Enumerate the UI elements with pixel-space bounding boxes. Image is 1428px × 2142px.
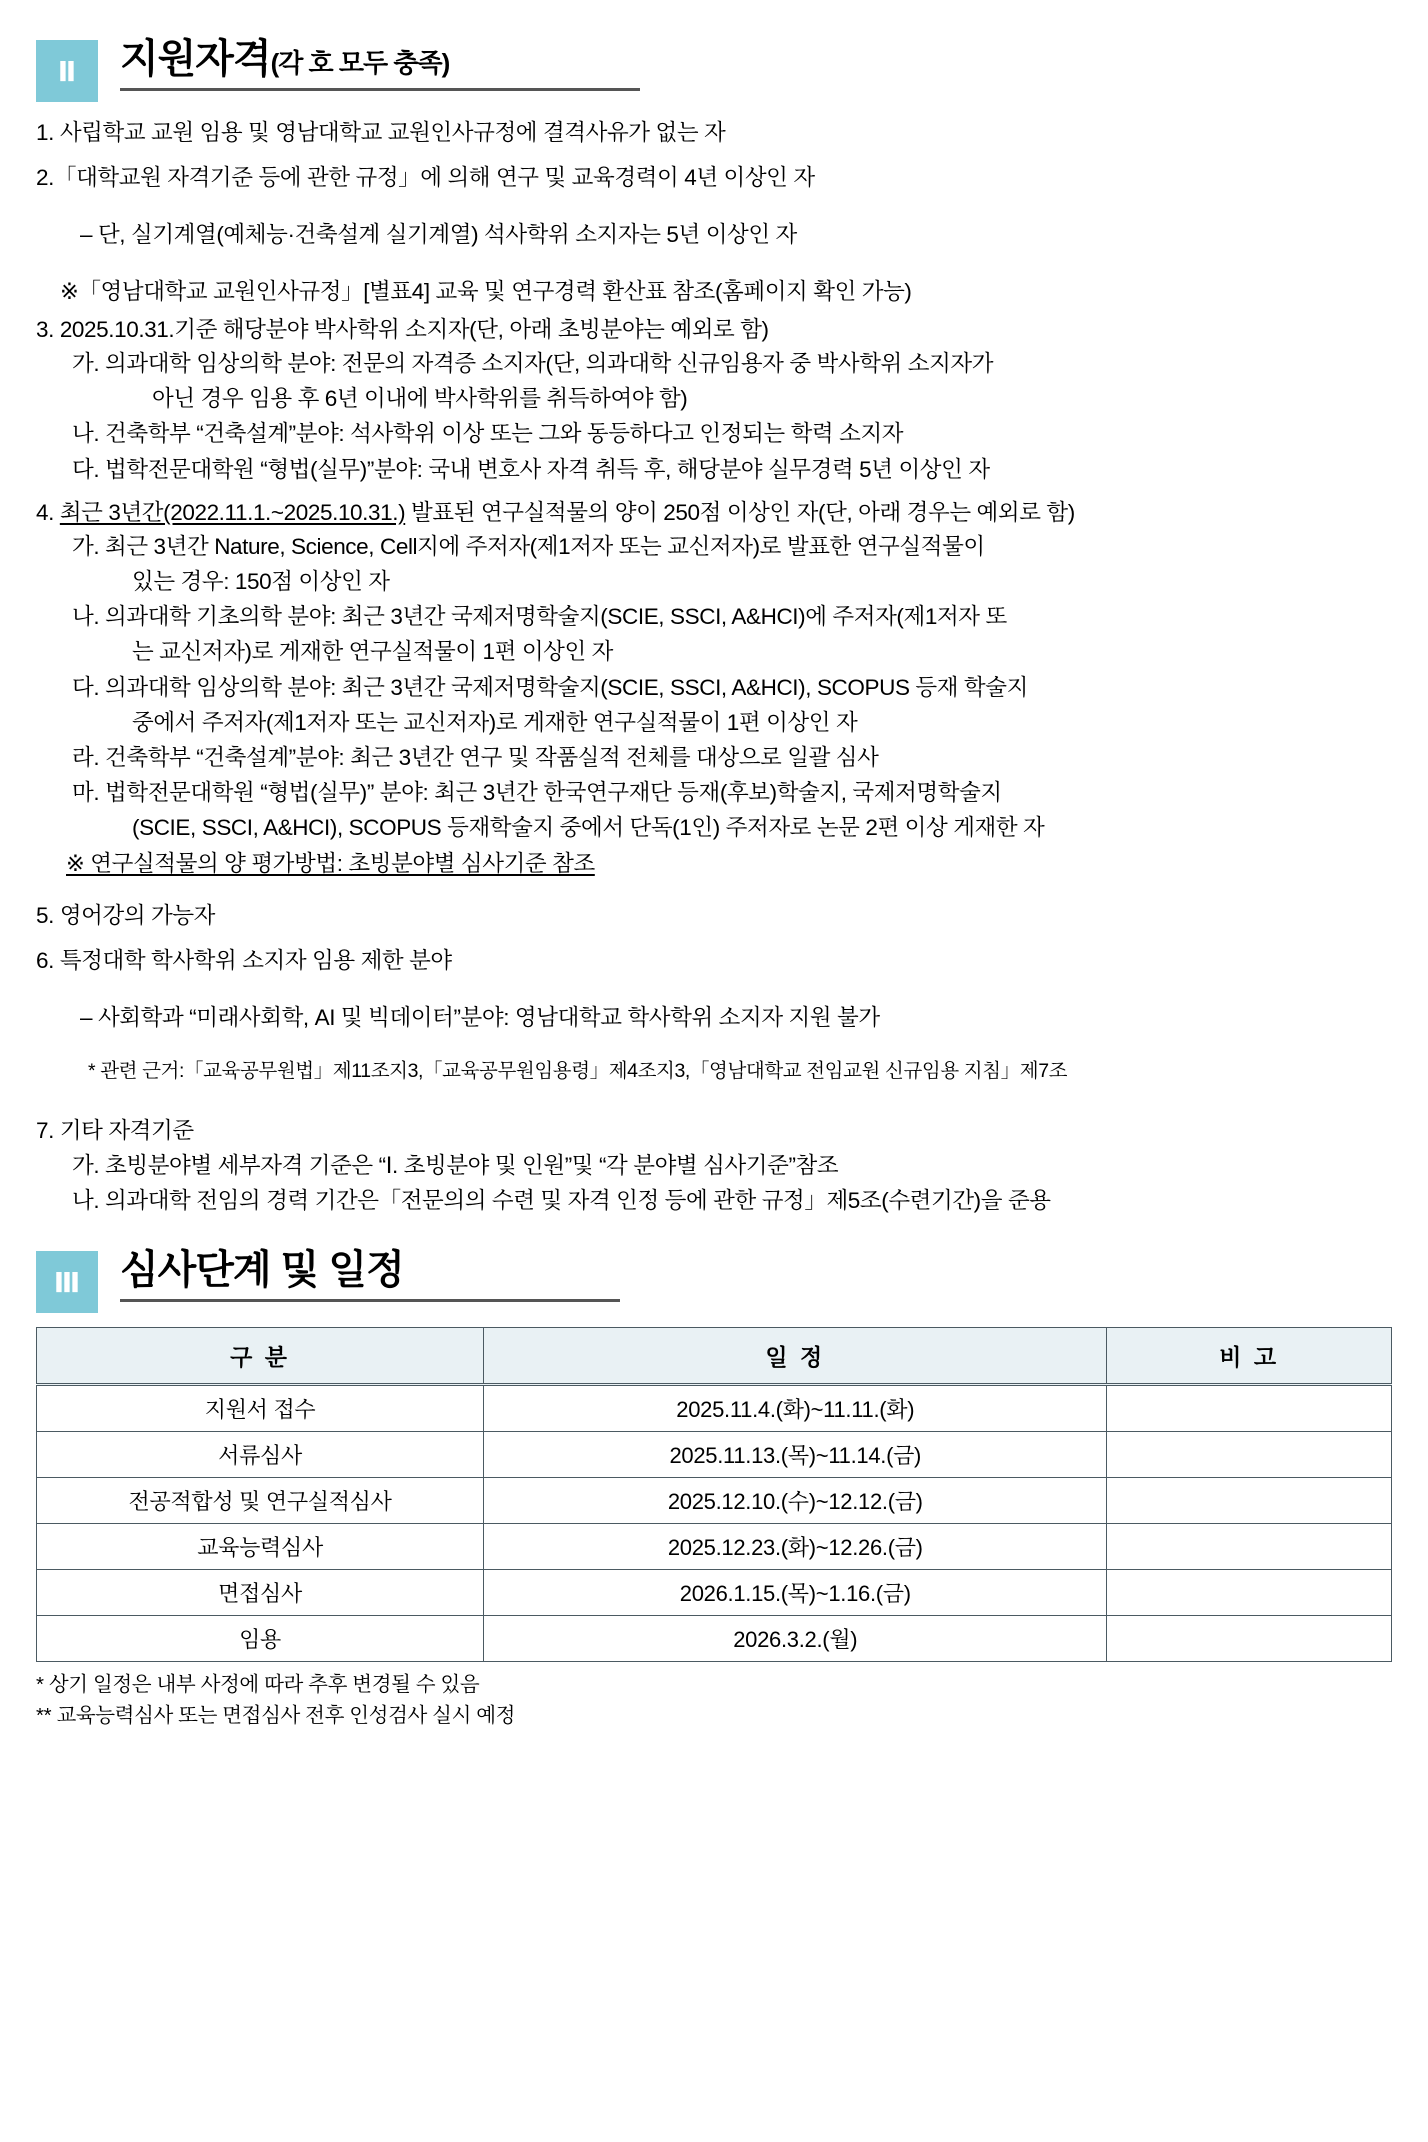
spacer: [36, 1219, 1392, 1245]
table-row: [37, 1385, 1392, 1432]
cell-division: 임용: [37, 1616, 484, 1662]
list-item: 2.「대학교원 자격기준 등에 관한 규정」에 의해 연구 및 교육경력이 4년 이상인 자: [36, 165, 815, 191]
cell-division: 서류심사: [37, 1432, 484, 1478]
section-number-badge: Ⅲ: [36, 1251, 98, 1313]
spacer: [36, 153, 1392, 161]
cell-schedule: 2026.1.15.(목)~1.16.(금): [484, 1570, 1107, 1616]
list-item: 1. 사립학교 교원 임용 및 영남대학교 교원인사규정에 결격사유가 없는 자: [36, 120, 726, 145]
title-underline: [120, 1299, 620, 1302]
list-item: 6. 특정대학 학사학위 소지자 임용 제한 분야: [36, 947, 452, 973]
list-item-note: ※「영남대학교 교원인사규정」[별표4] 교육 및 연구경력 환산표 참조(홈페이지 확인 가능): [60, 278, 912, 304]
list-item-sub: 다. 의과대학 임상의학 분야: 최근 3년간 국제저명학술지(SCIE, SSCI, A&HCI), SCOPUS 등재 학술지: [72, 674, 1028, 700]
item4-rest: 발표된 연구실적물의 양이 250점 이상인 자(단, 아래 경우는 예외로 함): [405, 499, 1075, 525]
list-item-dash: – 사회학과 “미래사회학, AI 및 빅데이터”분야: 영남대학교 학사학위 소지자 지원 불가: [80, 1004, 880, 1030]
list-item-sub: 가. 의과대학 임상의학 분야: 전문의 자격증 소지자(단, 의과대학 신규임용자 중 박사학위 소지자가: [72, 350, 994, 376]
list-item-sub: 가. 최근 3년간 Nature, Science, Cell지에 주저자(제1저자 또는 교신저자)로 발표한 연구실적물이: [72, 533, 985, 559]
section-heading-qualifications: [36, 34, 1392, 102]
cell-remarks: [1107, 1478, 1392, 1524]
cell-division: 면접심사: [37, 1570, 484, 1616]
table-header-row: [37, 1328, 1392, 1385]
spacer: [36, 488, 1392, 496]
spacer: [36, 885, 1392, 899]
list-item-sub: 다. 법학전문대학원 “형법(실무)”분야: 국내 변호사 자격 취득 후, 해당분야 실무경력 5년 이상인 자: [72, 456, 990, 482]
title-underline: [120, 88, 640, 91]
table-footnotes: [36, 1670, 1392, 1732]
item4-prefix: 4.: [36, 499, 60, 525]
table-header: [37, 1328, 1392, 1385]
cell-division: 전공적합성 및 연구실적심사: [37, 1478, 484, 1524]
section-title-sub: (각 호 모두 충족): [270, 48, 450, 78]
table-row: [37, 1570, 1392, 1616]
spacer: [36, 936, 1392, 944]
list-item: 7. 기타 자격기준: [36, 1118, 194, 1144]
table-row: [37, 1524, 1392, 1570]
table-row: [37, 1478, 1392, 1524]
list-item-sub-cont: 있는 경우: 150점 이상인 자: [132, 569, 390, 595]
list-item-sub: 라. 건축학부 “건축설계”분야: 최근 3년간 연구 및 작품실적 전체를 대상으로 일괄 심사: [72, 745, 879, 770]
footnote: * 상기 일정은 내부 사정에 따라 추후 변경될 수 있음: [36, 1673, 480, 1696]
section-heading-schedule: [36, 1245, 1392, 1313]
section-title-main: 심사단계 및 일정: [120, 1248, 404, 1292]
list-item: [36, 496, 1392, 530]
cell-remarks: [1107, 1524, 1392, 1570]
list-item-sub-cont: (SCIE, SSCI, A&HCI), SCOPUS 등재학술지 중에서 단독(1인) 주저자로 논문 2편 이상 게재한 자: [132, 815, 1045, 841]
list-item-sub: 나. 건축학부 “건축설계”분야: 석사학위 이상 또는 그와 동등하다고 인정되는 학력 소지자: [72, 421, 904, 447]
list-item: 5. 영어강의 가능자: [36, 902, 216, 928]
list-item-sub-cont: 는 교신저자)로 게재한 연구실적물이 1편 이상인 자: [132, 639, 614, 665]
list-item-dash: – 단, 실기계열(예체능·건축설계 실기계열) 석사학위 소지자는 5년 이상인 자: [80, 221, 797, 247]
list-item: 3. 2025.10.31.기준 해당분야 박사학위 소지자(단, 아래 초빙분야는 예외로 함): [36, 316, 769, 342]
cell-schedule: 2025.11.13.(목)~11.14.(금): [484, 1432, 1107, 1478]
cell-division: 교육능력심사: [37, 1524, 484, 1570]
cell-remarks: [1107, 1385, 1392, 1432]
cell-remarks: [1107, 1570, 1392, 1616]
page-title: [120, 36, 640, 82]
list-item-sub-cont: 아닌 경우 임용 후 6년 이내에 박사학위를 취득하여야 함): [152, 386, 688, 412]
list-item-sub: 가. 초빙분야별 세부자격 기준은 “Ⅰ. 초빙분야 및 인원”및 “각 분야별 심사기준”참조: [72, 1152, 839, 1178]
list-item-note-underlined: ※ 연구실적물의 양 평가방법: 초빙분야별 심사기준 참조: [66, 850, 595, 876]
qualification-list: [36, 116, 1392, 1218]
section-number-badge: Ⅱ: [36, 40, 98, 102]
list-item-sub: 나. 의과대학 전임의 경력 기간은「전문의의 수련 및 자격 인정 등에 관한 규정」제5조(수련기간)을 준용: [72, 1187, 1051, 1213]
schedule-table: [36, 1327, 1392, 1662]
table-body: [37, 1385, 1392, 1662]
list-item-sub: 마. 법학전문대학원 “형법(실무)” 분야: 최근 3년간 한국연구재단 등재(후보)학술지, 국제저명학술지: [72, 780, 1002, 806]
column-header-division: 구 분: [37, 1328, 484, 1385]
section-title-block: [120, 1245, 620, 1302]
list-item-sub: 나. 의과대학 기초의학 분야: 최근 3년간 국제저명학술지(SCIE, SSCI, A&HCI)에 주저자(제1저자 또: [72, 604, 1007, 630]
cell-remarks: [1107, 1432, 1392, 1478]
column-header-remarks: 비 고: [1107, 1328, 1392, 1385]
list-item-footnote: * 관련 근거:「교육공무원법」제11조지3,「교육공무원임용령」제4조지3,「영남대학교 전임교원 신규임용 지침」제7조: [88, 1060, 1068, 1083]
section-title-block: [120, 34, 640, 91]
cell-schedule: 2025.11.4.(화)~11.11.(화): [484, 1385, 1107, 1432]
cell-schedule: 2025.12.23.(화)~12.26.(금): [484, 1524, 1107, 1570]
section-title-main: 지원자격: [120, 37, 271, 81]
cell-remarks: [1107, 1616, 1392, 1662]
cell-schedule: 2025.12.10.(수)~12.12.(금): [484, 1478, 1107, 1524]
footnote: ** 교육능력심사 또는 면접심사 전후 인성검사 실시 예정: [36, 1703, 516, 1727]
item4-period-underlined: 최근 3년간(2022.11.1.~2025.10.31.): [59, 499, 406, 525]
table-row: [37, 1432, 1392, 1478]
spacer: [36, 1106, 1392, 1114]
cell-division: 지원서 접수: [37, 1385, 484, 1432]
table-row: [37, 1616, 1392, 1662]
column-header-schedule: 일 정: [484, 1328, 1107, 1385]
cell-schedule: 2026.3.2.(월): [484, 1616, 1107, 1662]
list-item-sub-cont: 중에서 주저자(제1저자 또는 교신저자)로 게재한 연구실적물이 1편 이상인 자: [132, 709, 858, 735]
